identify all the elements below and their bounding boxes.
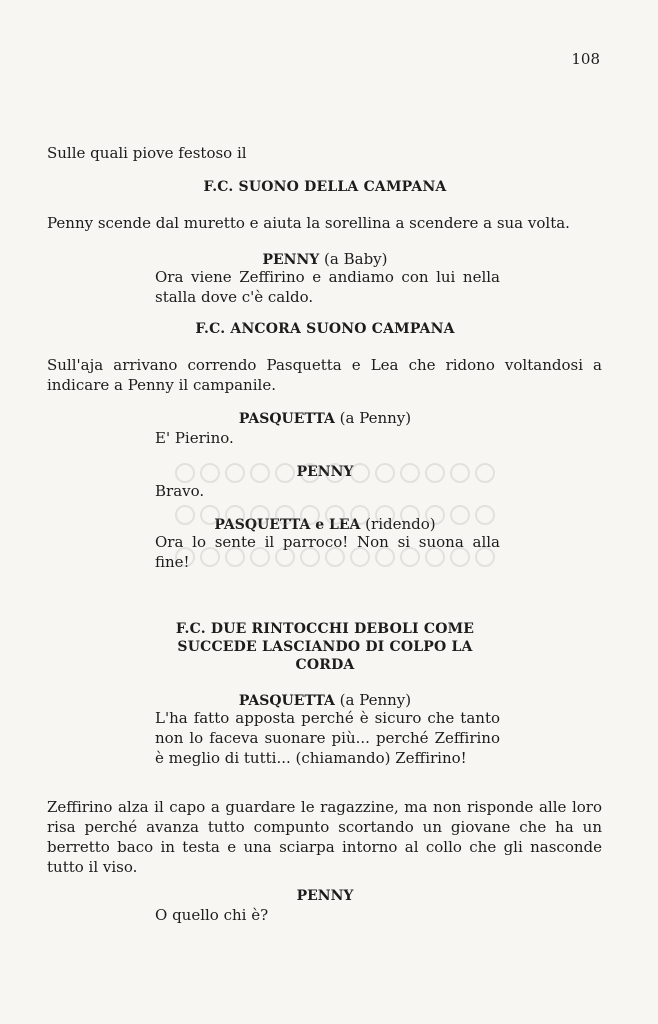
- narration-line: Sulle quali piove festoso il: [47, 144, 247, 162]
- speaker-line: [120, 885, 530, 906]
- narration-line: Penny scende dal muretto e aiuta la sorellina a scendere a sua volta.: [47, 214, 570, 232]
- speaker-name: PASQUETTA: [238, 411, 335, 427]
- speaker-name: PENNY: [262, 252, 320, 268]
- sound-cue: F.C. DUE RINTOCCHI DEBOLI COME SUCCEDE LASCIANDO DI COLPO LA CORDA: [175, 621, 475, 673]
- speaker-name: PENNY: [296, 464, 354, 480]
- speaker-name: PENNY: [296, 888, 354, 904]
- dialog-line: E' Pierino.: [155, 429, 234, 447]
- sound-cue: F.C. ANCORA SUONO CAMPANA: [195, 321, 455, 337]
- speaker-name: PASQUETTA: [238, 693, 335, 709]
- narration-line: Zeffirino alza il capo a guardare le ragazzine, ma non risponde alle loro risa perché avanza tutto compunto scortando un giovane che ha un berretto baco in testa e una sciarpa intorno al collo che gli nasconde tutto il viso.: [47, 798, 602, 876]
- page-number: 108: [571, 50, 600, 68]
- dialog-line: Ora lo sente il parroco! Non si suona alla fine!: [155, 533, 500, 571]
- speaker-direction: (ridendo): [365, 515, 436, 533]
- dialog-line: O quello chi è?: [155, 906, 269, 924]
- speaker-line: [120, 408, 530, 429]
- speaker-direction: (a Penny): [339, 409, 412, 427]
- narration-line: Sull'aja arrivano correndo Pasquetta e Lea che ridono voltandosi a indicare a Penny il campanile.: [47, 356, 602, 394]
- sound-cue: F.C. SUONO DELLA CAMPANA: [203, 179, 447, 195]
- speaker-direction: (a Baby): [324, 250, 388, 268]
- watermark-pattern: [165, 455, 505, 575]
- speaker-direction: (a Penny): [339, 691, 412, 709]
- speaker-name: PASQUETTA e LEA: [214, 517, 361, 533]
- dialog-line: Bravo.: [155, 482, 205, 500]
- dialog-line: L'ha fatto apposta perché è sicuro che tanto non lo faceva suonare più... perché Zeffirino è meglio di tutti... (chiamando) Zeffirino!: [155, 709, 500, 767]
- dialog-line: Ora viene Zeffirino e andiamo con lui nella stalla dove c'è caldo.: [155, 268, 500, 306]
